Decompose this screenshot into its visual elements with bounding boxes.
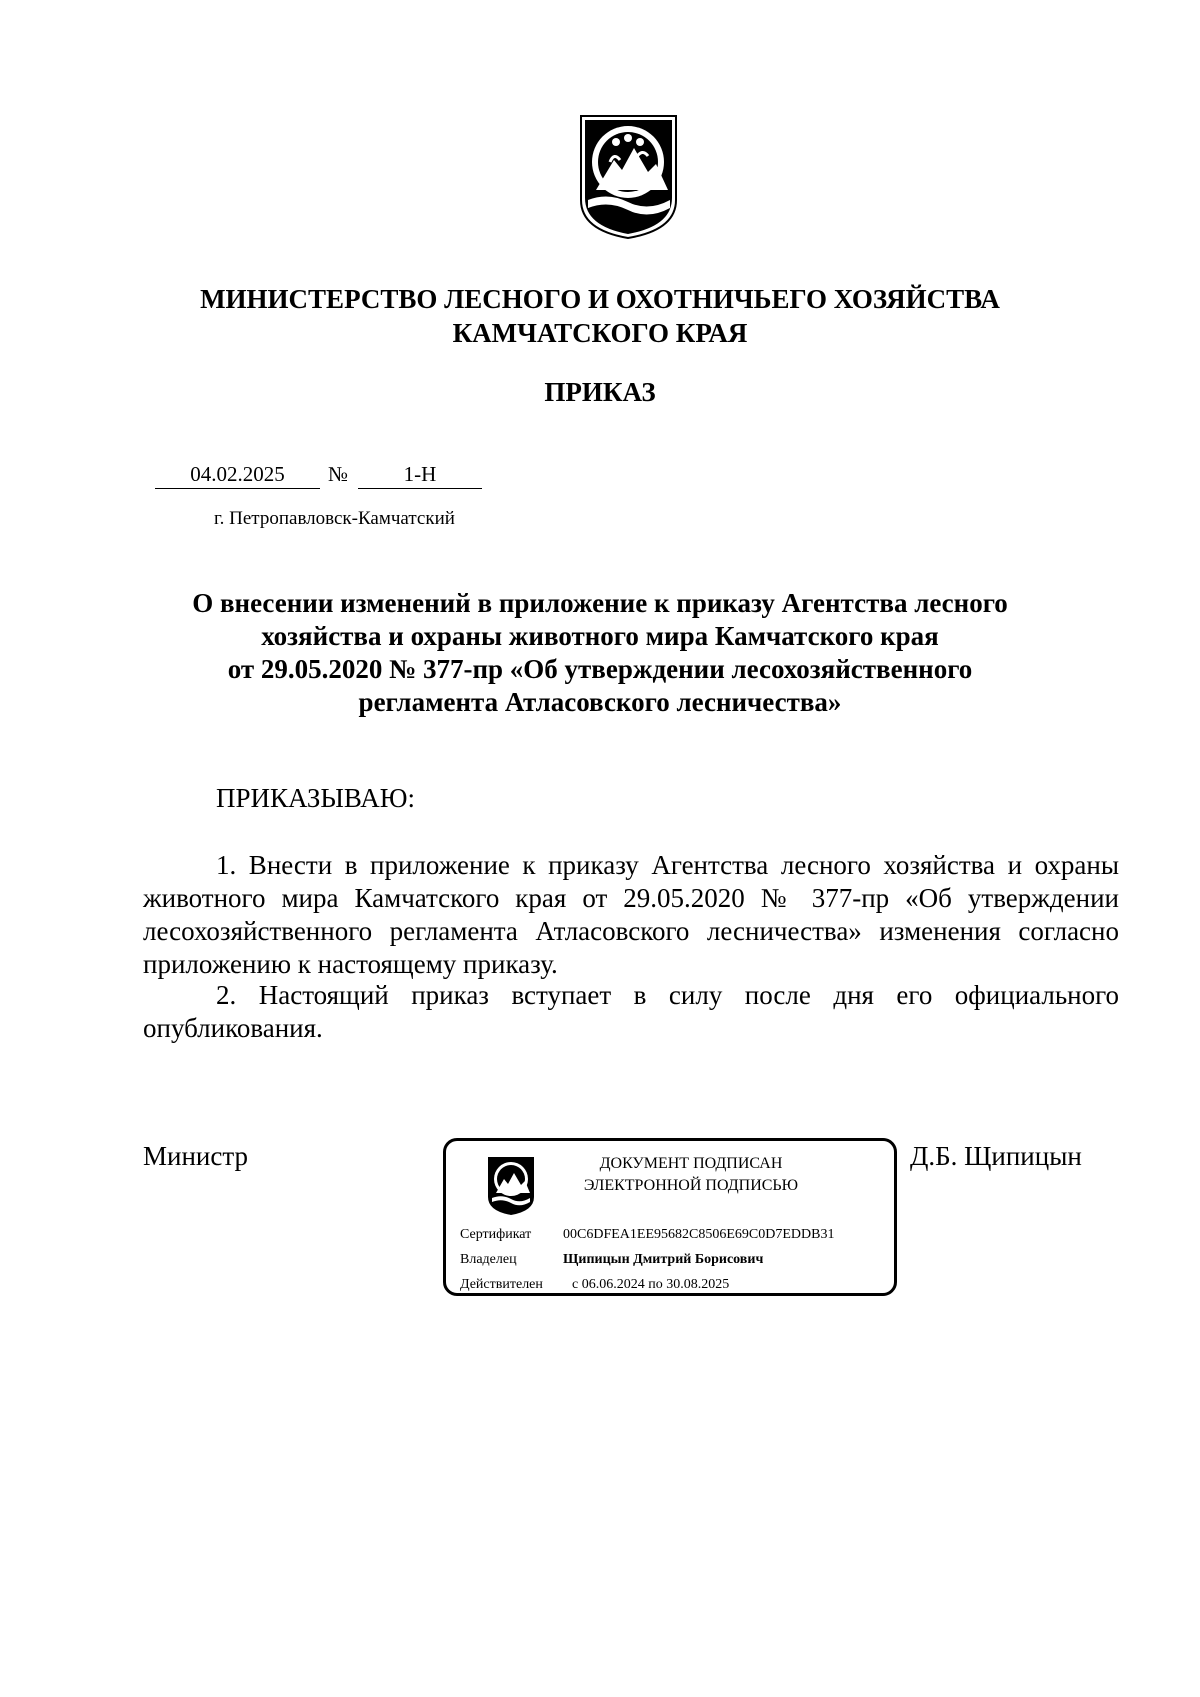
subject-line-3: от 29.05.2020 № 377-пр «Об утверждении лесохозяйственного (227, 654, 973, 684)
certificate-label: Сертификат (460, 1227, 532, 1242)
stamp-emblem-icon (486, 1155, 536, 1217)
ministry-name (100, 282, 1100, 350)
order-subject (120, 587, 1080, 719)
subject-line-2: хозяйства и охраны животного мира Камчатского края (261, 621, 939, 651)
order-verb: ПРИКАЗЫВАЮ: (216, 783, 415, 813)
order-item-1-text: 1. Внести в приложение к приказу Агентства лесного хозяйства и охраны животного мира Камчатского края от 29.05.2020 № 377-пр «Об утверждении лесохозяйственного регламента Атласовского лесничества» изменения согласно приложению к настоящему приказу. (143, 850, 1119, 979)
signer-title: Министр (143, 1141, 248, 1171)
subject-line-1: О внесении изменений в приложение к приказу Агентства лесного (192, 588, 1008, 618)
order-item-1 (143, 849, 1119, 981)
stamp-certificate-row (460, 1227, 834, 1243)
signer-name: Д.Б. Щипицын (910, 1141, 1082, 1171)
electronic-signature-stamp (443, 1138, 897, 1296)
order-item-2 (143, 979, 1119, 1045)
owner-value: Щипицын Дмитрий Борисович (563, 1252, 764, 1267)
city-label: г. Петропавловск-Камчатский (214, 508, 455, 529)
validity-label: Действителен (460, 1277, 543, 1292)
coat-of-arms-emblem (576, 112, 681, 240)
stamp-owner-row (460, 1252, 763, 1268)
owner-label: Владелец (460, 1252, 517, 1267)
number-sign: № (328, 462, 349, 486)
stamp-heading-line-2: ЭЛЕКТРОННОЙ ПОДПИСЬЮ (583, 1177, 799, 1194)
order-date: 04.02.2025 (155, 462, 320, 489)
document-type: ПРИКАЗ (544, 377, 656, 407)
stamp-heading-line-1: ДОКУМЕНТ ПОДПИСАН (599, 1155, 783, 1172)
ministry-line-2: КАМЧАТСКОГО КРАЯ (452, 318, 748, 348)
stamp-validity-row (460, 1277, 729, 1293)
validity-value: с 06.06.2024 по 30.08.2025 (572, 1277, 730, 1292)
order-item-2-text: 2. Настоящий приказ вступает в силу после дня его официального опубликования. (143, 980, 1119, 1043)
order-number: 1-Н (358, 462, 482, 489)
certificate-value: 00C6DFEA1EE95682C8506E69C0D7EDDB31 (563, 1227, 835, 1242)
stamp-heading (546, 1153, 836, 1197)
ministry-line-1: МИНИСТЕРСТВО ЛЕСНОГО И ОХОТНИЧЬЕГО ХОЗЯЙСТВА (200, 284, 1000, 314)
subject-line-4: регламента Атласовского лесничества» (358, 687, 842, 717)
